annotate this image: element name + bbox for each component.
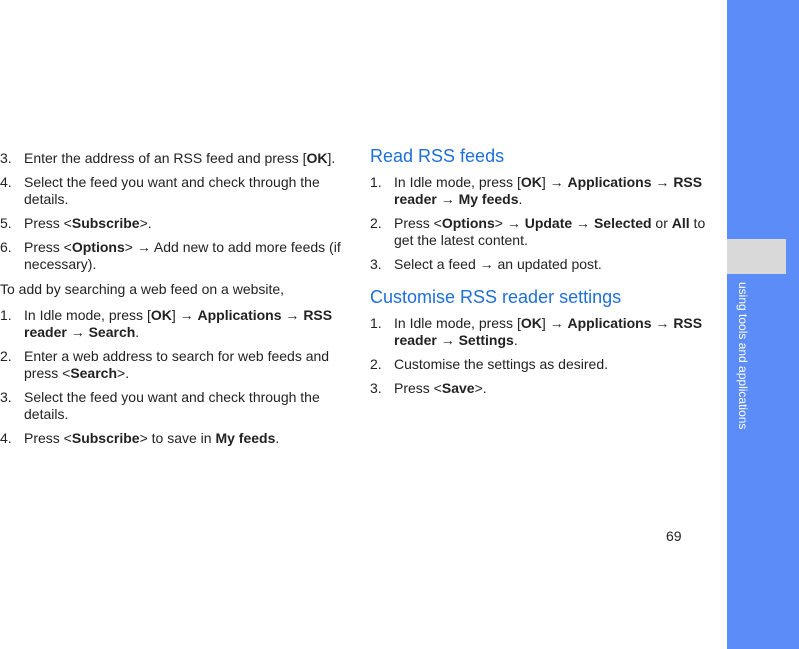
list-item bbox=[0, 174, 344, 208]
text-run: Enter a web address to search for web feeds and press < bbox=[24, 348, 330, 381]
text-run: Press < bbox=[394, 215, 442, 231]
ui-term: Update bbox=[524, 215, 573, 231]
step-number: 3. bbox=[0, 150, 12, 166]
ui-term: Applications bbox=[567, 315, 652, 331]
step-number: 3. bbox=[0, 389, 12, 405]
text-run: . bbox=[513, 332, 518, 348]
text-run: Select a feed → an updated post. bbox=[394, 256, 602, 272]
list-item bbox=[0, 239, 344, 273]
list-item bbox=[0, 348, 344, 382]
step-text bbox=[24, 239, 341, 272]
text-run: → bbox=[436, 332, 459, 348]
step-number: 6. bbox=[0, 239, 12, 255]
text-run: > → bbox=[494, 215, 525, 231]
step-number: 2. bbox=[0, 348, 12, 364]
ui-term: OK bbox=[520, 315, 542, 331]
steps-list-read-feeds bbox=[370, 174, 715, 273]
ui-term: OK bbox=[306, 150, 328, 166]
list-item bbox=[0, 389, 344, 423]
text-run: . bbox=[135, 324, 140, 340]
text-run: Enter the address of an RSS feed and press [ bbox=[24, 150, 307, 166]
list-item bbox=[370, 356, 715, 373]
text-run: > → Add new to add more feeds (if necessary). bbox=[24, 239, 341, 272]
text-run: ] → bbox=[541, 174, 568, 190]
steps-list-add-feed bbox=[0, 150, 344, 273]
step-number: 4. bbox=[0, 430, 12, 446]
text-run: → bbox=[436, 191, 459, 207]
list-item bbox=[370, 215, 715, 249]
step-text bbox=[394, 256, 602, 272]
text-run: Customise the settings as desired. bbox=[394, 356, 608, 372]
step-number: 3. bbox=[370, 380, 382, 396]
list-item bbox=[0, 307, 344, 341]
step-text bbox=[24, 215, 152, 231]
text-run: → bbox=[572, 215, 594, 231]
list-item bbox=[370, 315, 715, 349]
text-run: >. bbox=[139, 215, 152, 231]
page-number: 69 bbox=[666, 528, 682, 544]
step-text bbox=[394, 380, 487, 396]
ui-term: OK bbox=[150, 307, 172, 323]
step-number: 1. bbox=[370, 174, 382, 190]
steps-list-settings bbox=[370, 315, 715, 397]
ui-term: RSS reader bbox=[394, 315, 703, 348]
chapter-label: using tools and applications bbox=[736, 282, 750, 430]
list-item bbox=[0, 150, 344, 167]
ui-term: RSS reader bbox=[394, 174, 703, 207]
text-run: . bbox=[518, 191, 523, 207]
step-text bbox=[24, 307, 332, 340]
list-item bbox=[0, 430, 344, 447]
list-item bbox=[370, 256, 715, 273]
step-number: 1. bbox=[0, 307, 12, 323]
text-run: In Idle mode, press [ bbox=[24, 307, 151, 323]
ui-term: Selected bbox=[593, 215, 652, 231]
step-number: 4. bbox=[0, 174, 12, 190]
text-run: In Idle mode, press [ bbox=[394, 315, 521, 331]
text-run: to get the latest content. bbox=[394, 215, 706, 248]
step-text bbox=[394, 315, 702, 348]
text-run: → bbox=[66, 324, 89, 340]
ui-term: Options bbox=[441, 215, 495, 231]
step-text bbox=[394, 356, 608, 372]
text-run: → bbox=[281, 307, 304, 323]
step-number: 2. bbox=[370, 215, 382, 231]
text-run: >. bbox=[474, 380, 487, 396]
step-text bbox=[24, 389, 320, 422]
ui-term: Applications bbox=[567, 174, 652, 190]
list-item bbox=[370, 380, 715, 397]
text-run: Select the feed you want and check through the details. bbox=[24, 389, 320, 422]
step-text bbox=[394, 174, 702, 207]
ui-term: OK bbox=[520, 174, 542, 190]
step-text bbox=[24, 174, 320, 207]
text-run: Press < bbox=[24, 215, 72, 231]
ui-term: Settings bbox=[458, 332, 514, 348]
heading-customise-settings: Customise RSS reader settings bbox=[370, 287, 622, 307]
ui-term: Save bbox=[441, 380, 475, 396]
chapter-tab bbox=[727, 239, 786, 274]
text-run: → bbox=[651, 174, 674, 190]
text-run: or bbox=[651, 215, 672, 231]
steps-list-search-feed bbox=[0, 307, 344, 447]
text-run: ]. bbox=[327, 150, 336, 166]
step-number: 3. bbox=[370, 256, 382, 272]
right-column bbox=[370, 148, 715, 404]
step-text bbox=[24, 150, 335, 166]
text-run: . bbox=[275, 430, 280, 446]
text-run: → bbox=[651, 315, 674, 331]
ui-term: My feeds bbox=[458, 191, 519, 207]
step-number: 2. bbox=[370, 356, 382, 372]
step-text bbox=[24, 348, 329, 381]
ui-term: Subscribe bbox=[71, 430, 140, 446]
text-run: >. bbox=[117, 365, 130, 381]
list-item bbox=[0, 215, 344, 232]
search-intro-paragraph: To add by searching a web feed on a website, bbox=[0, 281, 285, 297]
ui-term: All bbox=[671, 215, 690, 231]
heading-read-rss-feeds: Read RSS feeds bbox=[370, 146, 505, 166]
ui-term: My feeds bbox=[215, 430, 276, 446]
text-run: ] → bbox=[541, 315, 568, 331]
list-item bbox=[370, 174, 715, 208]
text-run: Press < bbox=[24, 430, 72, 446]
ui-term: RSS reader bbox=[24, 307, 333, 340]
step-text bbox=[24, 430, 279, 446]
text-run: Press < bbox=[394, 380, 442, 396]
ui-term: Search bbox=[88, 324, 136, 340]
ui-term: Search bbox=[70, 365, 118, 381]
text-run: In Idle mode, press [ bbox=[394, 174, 521, 190]
text-run: ] → bbox=[171, 307, 198, 323]
step-text bbox=[394, 215, 705, 248]
ui-term: Applications bbox=[197, 307, 282, 323]
step-number: 5. bbox=[0, 215, 12, 231]
left-column bbox=[0, 150, 344, 454]
ui-term: Options bbox=[71, 239, 125, 255]
step-number: 1. bbox=[370, 315, 382, 331]
ui-term: Subscribe bbox=[71, 215, 140, 231]
text-run: Press < bbox=[24, 239, 72, 255]
text-run: Select the feed you want and check through the details. bbox=[24, 174, 320, 207]
text-run: > to save in bbox=[139, 430, 216, 446]
